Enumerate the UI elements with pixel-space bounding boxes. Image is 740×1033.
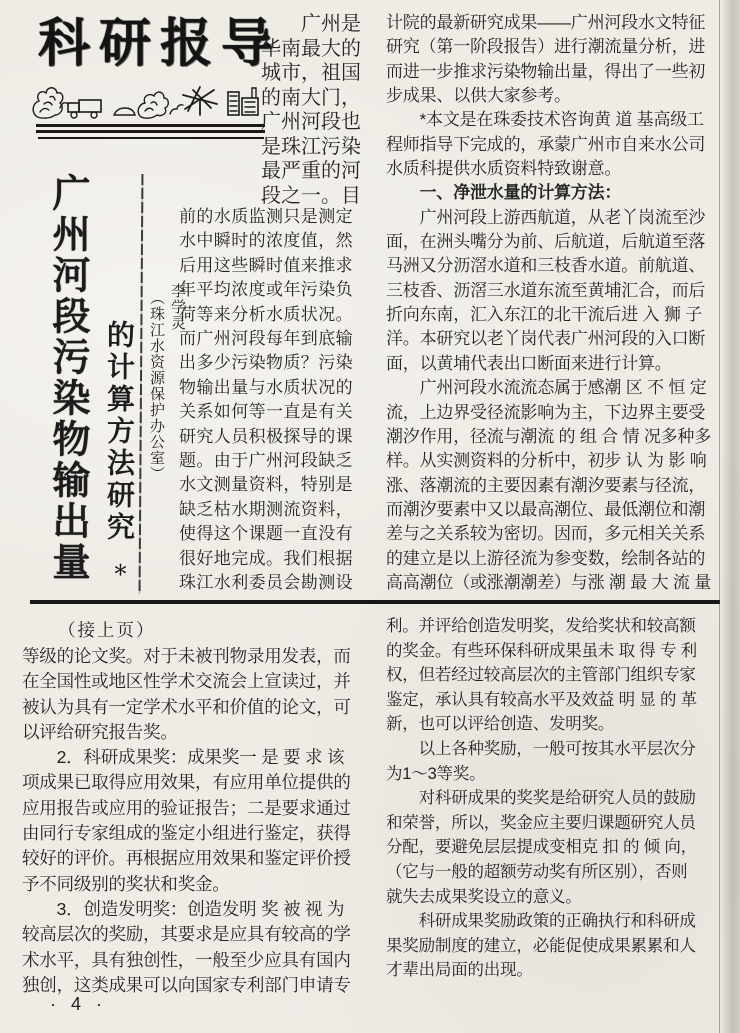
text-line: 华南最大的 — [261, 37, 361, 60]
text-line: 较好的评价。再根据应用效果和鉴定评价授 — [22, 848, 351, 869]
text-line: 出多少污染物质？污染 — [179, 353, 353, 373]
text-line: 段之一。目 — [261, 184, 361, 207]
title-separator-line — [139, 174, 144, 594]
text-line: 缺乏枯水期测流资料， — [179, 499, 353, 519]
author-name: 李学灵 — [169, 283, 186, 331]
masthead-illustration — [30, 84, 268, 122]
text-line: *本文是在珠委技术咨询黄 道 基高级工 — [386, 110, 704, 130]
text-line: 最严重的河 — [261, 160, 361, 182]
text-line: 涨、落潮流的主要因素有潮汐要素与径流， — [386, 475, 706, 495]
article-title-sub-text: 的计算方法研究 — [104, 320, 135, 544]
text-line: 洋。本研究以老丫岗代表广州河段的入口断 — [386, 329, 706, 349]
text-line: 2．科研成果奖：成果奖一 是 要 求 该 — [22, 747, 345, 768]
text-line: 计院的最新研究成果——广州河段水文特征 — [386, 13, 706, 32]
text-line: 3．创造发明奖：创造发明 奖 被 视 为 — [22, 898, 345, 919]
text-line: 高高潮位（或涨潮潮差）与涨 潮 最 大 流 量 — [386, 572, 712, 592]
text-line: 较高层次的奖励，其要求是应具有较高的学 — [22, 924, 351, 945]
text-line: 和荣誉，所以，奖金应主要归课题研究人员 — [386, 813, 696, 832]
text-line: 年平均浓度或年污染负 — [179, 280, 353, 300]
masthead-title: 科研报导 — [38, 15, 283, 73]
page-edge-shadow — [719, 0, 740, 1033]
text-line: 研究（第一阶段报告）进行潮流量分析，进 — [386, 37, 706, 57]
section-divider-rule — [30, 600, 720, 604]
text-line: 的建立是以上游径流为参变数，绘制各站的 — [386, 548, 706, 568]
author-affiliation: （珠江水资源保护办公室） — [148, 290, 165, 482]
text-line: 应用报告或应用的验证报告；二是要求通过 — [22, 797, 351, 818]
text-line: 三枝香、沥滘三水道东流至黄埔汇合，而后 — [386, 280, 706, 300]
masthead-rule-1 — [36, 124, 265, 127]
text-line: 独创，这类成果可以向国家专利部门申请专 — [22, 974, 351, 995]
text-line: 关系如何等一直是有关 — [179, 402, 353, 422]
text-line: 面，在洲头嘴分为前、后航道，后航道至落 — [386, 232, 706, 252]
continued-from-previous-page-note: （接上页） — [58, 620, 156, 640]
text-line: 广州河段上游西航道，从老丫岗流至沙 — [386, 207, 706, 227]
text-line: 水中瞬时的浓度值，然 — [179, 231, 353, 251]
text-line: 科研成果奖励政策的正确执行和科研成 — [386, 912, 696, 931]
text-line: 术水平，具有独创性，一般至少应具有国内 — [22, 949, 351, 970]
text-line: （它与一般的超额劳动奖有所区别），否则 — [386, 862, 688, 881]
article-title-vertical-sub — [99, 320, 139, 580]
text-line: 权，但若经过较高层次的主管部门组织专家 — [386, 666, 696, 685]
text-line: 而广州河段每年到底输 — [179, 329, 353, 349]
intro-column-narrow — [261, 12, 391, 208]
text-line: 对科研成果的奖奖是给研究人员的鼓励 — [386, 789, 696, 808]
text-line: 为1～3等奖。 — [386, 764, 486, 783]
text-line: 珠江水利委员会勘测设 — [179, 573, 353, 593]
text-line: 荷等来分析水质状况。 — [179, 304, 353, 324]
text-line: 而进一步推求污染物输出量，得出了一些初 — [386, 61, 706, 81]
text-line: 流，上边界受径流影响为主，下边界主要受 — [386, 402, 706, 422]
text-line: 广州河段也 — [261, 111, 361, 133]
text-line: 折向东南，汇入东江的北干流后进 入 狮 子 — [386, 305, 702, 325]
text-line: 程师指导下完成的，承蒙广州市自来水公司 — [386, 134, 706, 154]
text-line: 才辈出局面的出现。 — [386, 961, 533, 980]
text-line: 等级的论文奖。对于未被刊物录用发表，而 — [22, 646, 351, 666]
text-line: 分配，要避免层层提成变相克 扣 的 倾 向， — [386, 838, 697, 857]
text-line: 使得这个课题一直没有 — [179, 524, 353, 544]
text-line: 是珠江污染 — [261, 135, 361, 158]
text-line: 的奖金。有些环保科研成果虽未 取 得 专 利 — [386, 641, 697, 660]
text-line: 前的水质监测只是测定 — [179, 207, 353, 226]
masthead-rule-2 — [36, 130, 265, 133]
text-line: 差与之关系较为密切。因而，多元相关关系 — [386, 524, 706, 544]
bottom-right-column — [386, 614, 726, 983]
text-line: 物输出量与水质状况的 — [179, 377, 353, 397]
footnote-asterisk: ＊ — [111, 561, 128, 577]
text-line: 项成果已取得应用效果，有应用单位提供的 — [22, 772, 351, 793]
text-line: 城市，祖国 — [261, 62, 361, 84]
text-line: 面，以黄埔代表出口断面来进行计算。 — [386, 353, 672, 373]
text-line: 水质科提供水质资料特致谢意。 — [386, 159, 622, 179]
text-line: 果奖励制度的建立，必能促使成果累累和人 — [386, 936, 696, 955]
text-line: 后用这些瞬时值来推求 — [179, 255, 353, 275]
text-line: 而潮汐要素中又以最高潮位、最低潮位和潮 — [386, 499, 706, 519]
text-line: 鉴定，承认具有较高水平及效益 明 显 的 革 — [386, 690, 697, 709]
text-line: 样。从实测资料的分析中，初步 认 为 影 响 — [386, 451, 707, 471]
article-title-vertical-main: 广州河段污染物输出量 — [46, 173, 88, 583]
text-line: 就失去成果奖设立的意义。 — [386, 887, 582, 906]
text-line: 的南大门， — [261, 86, 361, 109]
text-line: 被认为具有一定学术水平和价值的论文，可 — [22, 696, 351, 717]
text-line: 在全国性或地区性学术交流会上宣读过，并 — [22, 671, 351, 692]
text-line: 很好地完成。我们根据 — [179, 548, 353, 568]
page-number: · 4 · — [50, 994, 108, 1014]
text-line: 步成果、以供大家参考。 — [386, 86, 571, 106]
text-line: 由同行专家组成的鉴定小组进行鉴定，获得 — [22, 823, 351, 844]
masthead-rule-3 — [38, 137, 264, 139]
text-line: 广州河段水流流态属于感潮 区 不 恒 定 — [386, 378, 707, 398]
text-line: 以上各种奖励，一般可按其水平层次分 — [386, 739, 696, 758]
text-line: 马洲又分沥滘水道和三枝香水道。前航道、 — [386, 256, 706, 276]
intro-column-wide — [179, 205, 364, 596]
text-line: 潮汐作用，径流与潮流 的 组 合 情 况多种多 — [386, 426, 712, 446]
text-line: 水文测量资料，特别是 — [179, 475, 353, 495]
text-line: 予不同级别的奖状和奖金。 — [22, 873, 230, 894]
text-line: 新，也可以评给创造、发明奖。 — [386, 715, 615, 734]
text-line: 以评给研究报告奖。 — [22, 721, 178, 742]
text-line: 题。由于广州河段缺乏 — [179, 451, 353, 471]
text-line: 广州是 — [261, 13, 361, 35]
text-line: 利。并评给创造发明奖，发给奖状和较高额 — [386, 617, 696, 635]
main-text-column-right — [386, 11, 726, 595]
text-line: 研究人员积极探导的课 — [179, 426, 353, 446]
text-line: 一、净泄水量的计算方法： — [386, 183, 622, 203]
bottom-left-column — [22, 644, 380, 998]
